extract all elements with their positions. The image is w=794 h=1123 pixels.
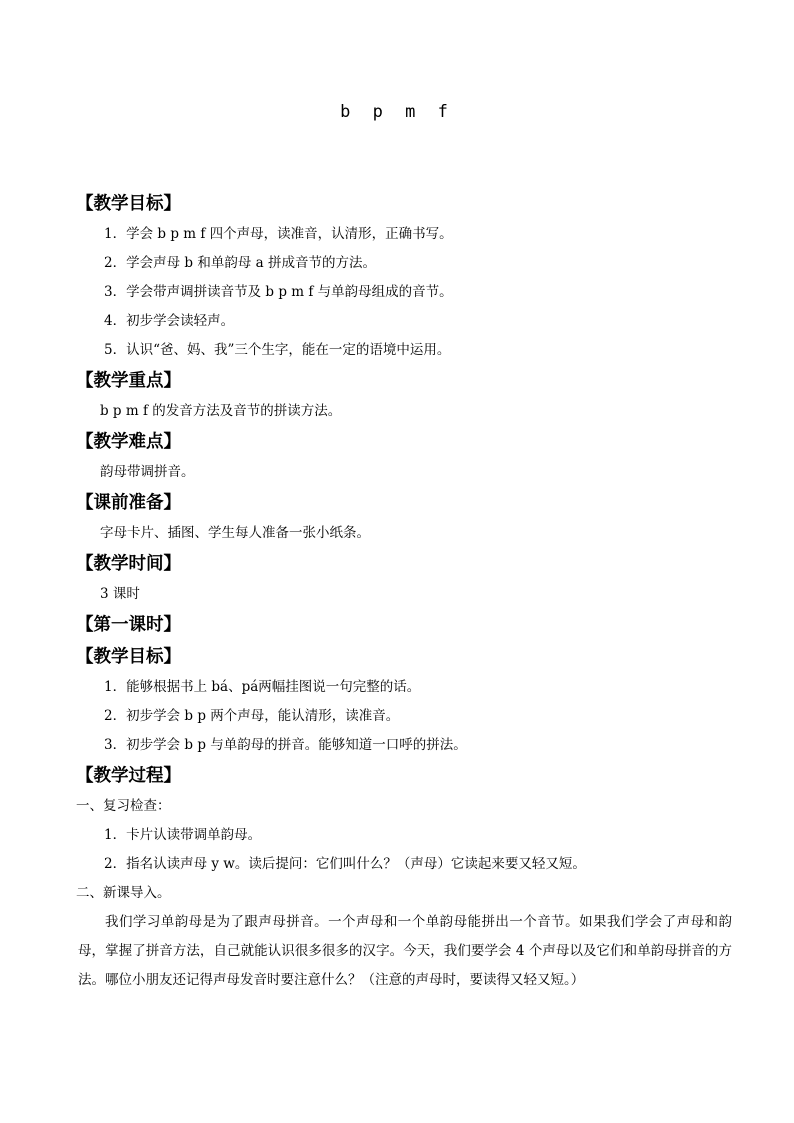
goal-item: 4．初步学会读轻声。	[104, 313, 235, 329]
heading-teaching-goals: 【教学目标】	[76, 194, 181, 214]
process-part1-item: 2．指名认读声母 y w。读后提问：它们叫什么？（声母）它读起来要又轻又短。	[104, 856, 586, 872]
heading-teaching-process: 【教学过程】	[76, 766, 181, 786]
heading-teaching-goals-2: 【教学目标】	[76, 647, 181, 667]
key-points-text: b p m f 的发音方法及音节的拼读方法。	[100, 403, 342, 419]
goal2-item: 2．初步学会 b p 两个声母，能认清形，读准音。	[104, 708, 400, 724]
difficulties-text: 韵母带调拼音。	[100, 464, 195, 480]
heading-key-points: 【教学重点】	[76, 371, 181, 391]
page-title: b p m f	[340, 102, 454, 122]
goal2-item: 1．能够根据书上 bá、pá两幅挂图说一句完整的话。	[104, 679, 421, 695]
heading-preparation: 【课前准备】	[76, 493, 181, 513]
preparation-text: 字母卡片、插图、学生每人准备一张小纸条。	[100, 525, 370, 541]
teaching-time-text: 3 课时	[100, 586, 140, 602]
goal-item: 1．学会 b p m f 四个声母，读准音，认清形，正确书写。	[104, 226, 453, 242]
process-part2-title: 二、新课导入。	[76, 885, 171, 901]
goal-item: 5．认识“爸、妈、我”三个生字，能在一定的语境中运用。	[104, 342, 451, 358]
heading-difficulties: 【教学难点】	[76, 432, 181, 452]
process-part1-title: 一、复习检查：	[76, 798, 171, 814]
goal-item: 2．学会声母 b 和单韵母 a 拼成音节的方法。	[104, 255, 376, 271]
goal-item: 3．学会带声调拼读音节及 b p m f 与单韵母组成的音节。	[104, 284, 453, 300]
goal2-item: 3．初步学会 b p 与单韵母的拼音。能够知道一口呼的拼法。	[104, 737, 467, 753]
process-part1-item: 1．卡片认读带调单韵母。	[104, 827, 262, 843]
heading-teaching-time: 【教学时间】	[76, 554, 181, 574]
process-part2-paragraph: 我们学习单韵母是为了跟声母拼音。一个声母和一个单韵母能拼出一个音节。如果我们学会了声母和韵母，掌握了拼音方法，自己就能认识很多很多的汉字。今天，我们要学会 4 个声母以及它们和单韵母拼音的方法。哪位小朋友还记得声母发音时要注意什么？（注意的声母时，要读得又轻又短。）	[78, 914, 732, 988]
document-body	[76, 188, 732, 995]
heading-first-lesson: 【第一课时】	[76, 615, 181, 635]
